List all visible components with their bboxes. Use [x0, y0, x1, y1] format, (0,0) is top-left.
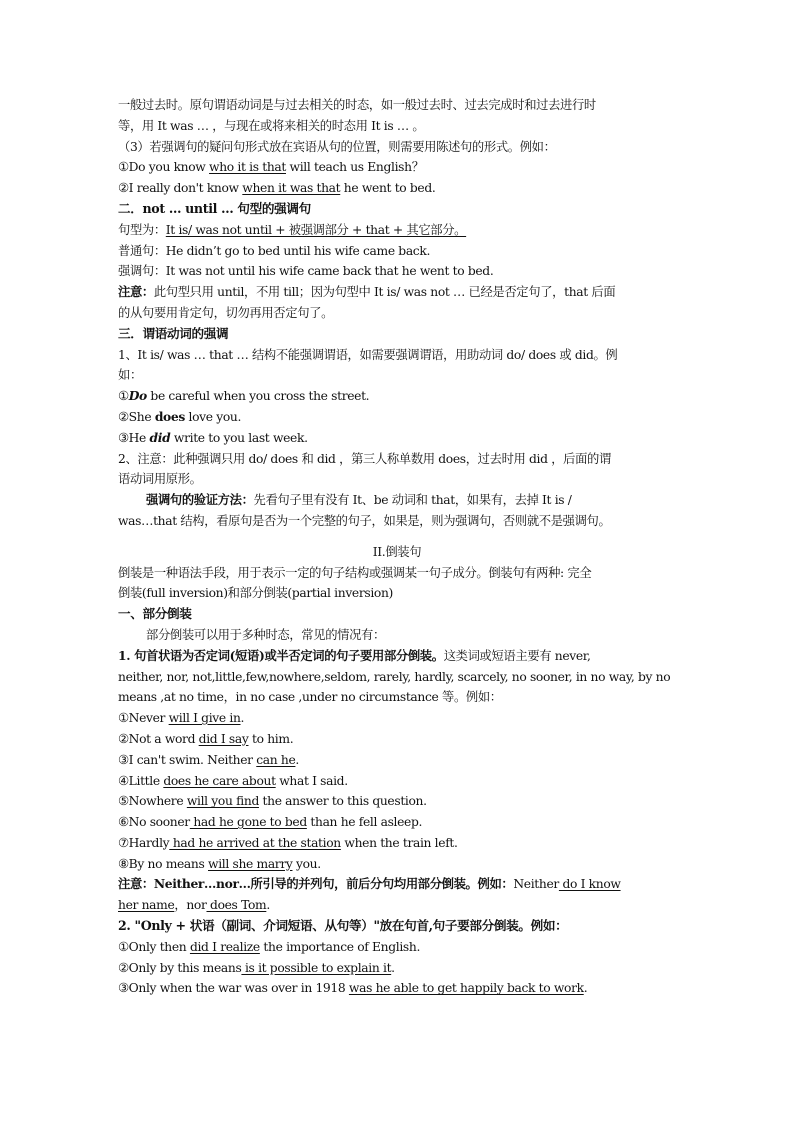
text-line: 的从句要用肯定句，切勿再用否定句了。 — [118, 305, 334, 320]
underlined-phrase: does he care about — [163, 773, 276, 788]
underlined-phrase: when it was that — [242, 181, 341, 196]
chapter-title: II.倒装句 — [372, 544, 422, 559]
underlined-phrase: did I realize — [189, 939, 260, 954]
text-line: 2、注意：此种强调只用 do/ does 和 did ，第三人称单数用 does，过去时用 did ，后面的谓 — [118, 451, 611, 466]
example-line: ①Do you know who it is that will teach us English？ — [118, 160, 424, 175]
underlined-phrase: had he arrived at the station — [169, 835, 341, 850]
example-line: ③I can't swim. Neither can he. — [118, 752, 299, 767]
text-line: 普通句：He didn’t go to bed until his wife came back. — [118, 243, 431, 258]
example-line: ⑧By no means will she marry you. — [118, 856, 321, 871]
underlined-phrase: It is/ was not until + 被强调部分 + that + 其它部分。 — [165, 222, 467, 237]
example-line: ③Only when the war was over in 1918 was he able to get happily back to work. — [118, 981, 588, 996]
text-line: 句型为：It is/ was not until + 被强调部分 + that + 其它部分。 — [118, 222, 467, 237]
underlined-phrase: did I say — [198, 731, 249, 746]
text-line: 1、It is/ was … that … 结构不能强调谓语，如需要强调谓语，用助动词 do/ does 或 did。例 — [118, 347, 618, 362]
example-line: ②Not a word did I say to him. — [118, 731, 294, 746]
underlined-phrase: her name — [118, 898, 175, 913]
section-heading: 二．not … until … 句型的强调句 — [118, 200, 311, 216]
example-line: ①Never will I give in. — [118, 711, 245, 726]
underlined-phrase: who it is that — [209, 160, 286, 175]
section-heading: 三．谓语动词的强调 — [118, 325, 229, 341]
text-line: 1. 句首状语为否定词(短语)或半否定词的句子要用部分倒装。这类词或短语主要有 never, — [118, 647, 591, 663]
example-line: ④Little does he care about what I said. — [118, 773, 348, 788]
emphasis-word: Do — [128, 388, 147, 404]
text-line: 倒装(full inversion)和部分倒装(partial inversion) — [118, 586, 393, 601]
example-line: ①Do be careful when you cross the street. — [118, 388, 370, 404]
underlined-phrase: can he — [256, 752, 296, 767]
section-heading: 一、部分倒装 — [118, 606, 192, 622]
text-line: 如： — [118, 368, 142, 383]
emphasis-word: does — [154, 408, 185, 424]
example-line: ②She does love you. — [118, 408, 242, 424]
underlined-phrase: will I give in — [168, 711, 241, 726]
example-line: ②Only by this means is it possible to explain it. — [118, 960, 395, 975]
text-line: 一般过去时。原句谓语动词是与过去相关的时态，如一般过去时、过去完成时和过去进行时 — [118, 98, 596, 112]
text-line: neither, nor, not,little,few,nowhere,seldom, rarely, hardly, scarcely, no sooner, in no way, by no — [118, 669, 671, 684]
example-line: ⑥No sooner had he gone to bed than he fell asleep. — [118, 815, 423, 830]
underlined-phrase: does Tom — [206, 898, 267, 913]
note-line: 注意：Neither…nor…所引导的并列句，前后分句均用部分倒装。例如：Neither do I know — [118, 876, 621, 892]
text-line: means ,at no time，in no case ,under no circumstance 等。例如： — [118, 690, 502, 705]
note-line: her name，nor does Tom. — [118, 898, 270, 913]
example-line: ⑤Nowhere will you find the answer to this question. — [118, 794, 427, 809]
underlined-phrase: is it possible to explain it — [241, 960, 392, 975]
text-line: 强调句：It was not until his wife came back that he went to bed. — [118, 264, 494, 279]
example-line: ③He did write to you last week. — [118, 429, 308, 445]
text-line: 语动词用原形。 — [118, 472, 202, 487]
text-line: 部分倒装可以用于多种时态，常见的情况有： — [146, 627, 385, 642]
example-line: ①Only then did I realize the importance of English. — [118, 939, 421, 954]
section-heading: 2. "Only + 状语（副词、介词短语、从句等）"放在句首,句子要部分倒装。例如： — [118, 918, 568, 934]
example-line: ②I really don't know when it was that he went to bed. — [118, 181, 436, 196]
underlined-phrase: had he gone to bed — [189, 815, 307, 830]
text-line: 等，用 It was … ，与现在或将来相关的时态用 It is … 。 — [118, 118, 425, 133]
underlined-phrase: was he able to get happily back to work — [348, 981, 584, 996]
text-line: 强调句的验证方法：先看句子里有没有 It、be 动词和 that，如果有，去掉 It is / — [146, 492, 572, 508]
text-line: （3）若强调句的疑问句形式放在宾语从句的位置，则需要用陈述句的形式。例如： — [118, 139, 556, 154]
emphasis-word: did — [149, 429, 171, 445]
text-line: was…that 结构，看原句是否为一个完整的句子，如果是，则为强调句，否则就不是强调句。 — [118, 513, 611, 528]
example-line: ⑦Hardly had he arrived at the station when the train left. — [118, 835, 458, 850]
underlined-phrase: will she marry — [208, 856, 293, 871]
underlined-phrase: will you find — [186, 794, 259, 809]
text-line: 倒装是一种语法手段，用于表示一定的句子结构或强调某一句子成分。倒装句有两种: 完全 — [118, 565, 592, 580]
note-line: 注意：此句型只用 until，不用 till；因为句型中 It is/ was not … 已经是否定句了，that 后面 — [118, 284, 616, 300]
underlined-phrase: do I know — [558, 877, 621, 892]
